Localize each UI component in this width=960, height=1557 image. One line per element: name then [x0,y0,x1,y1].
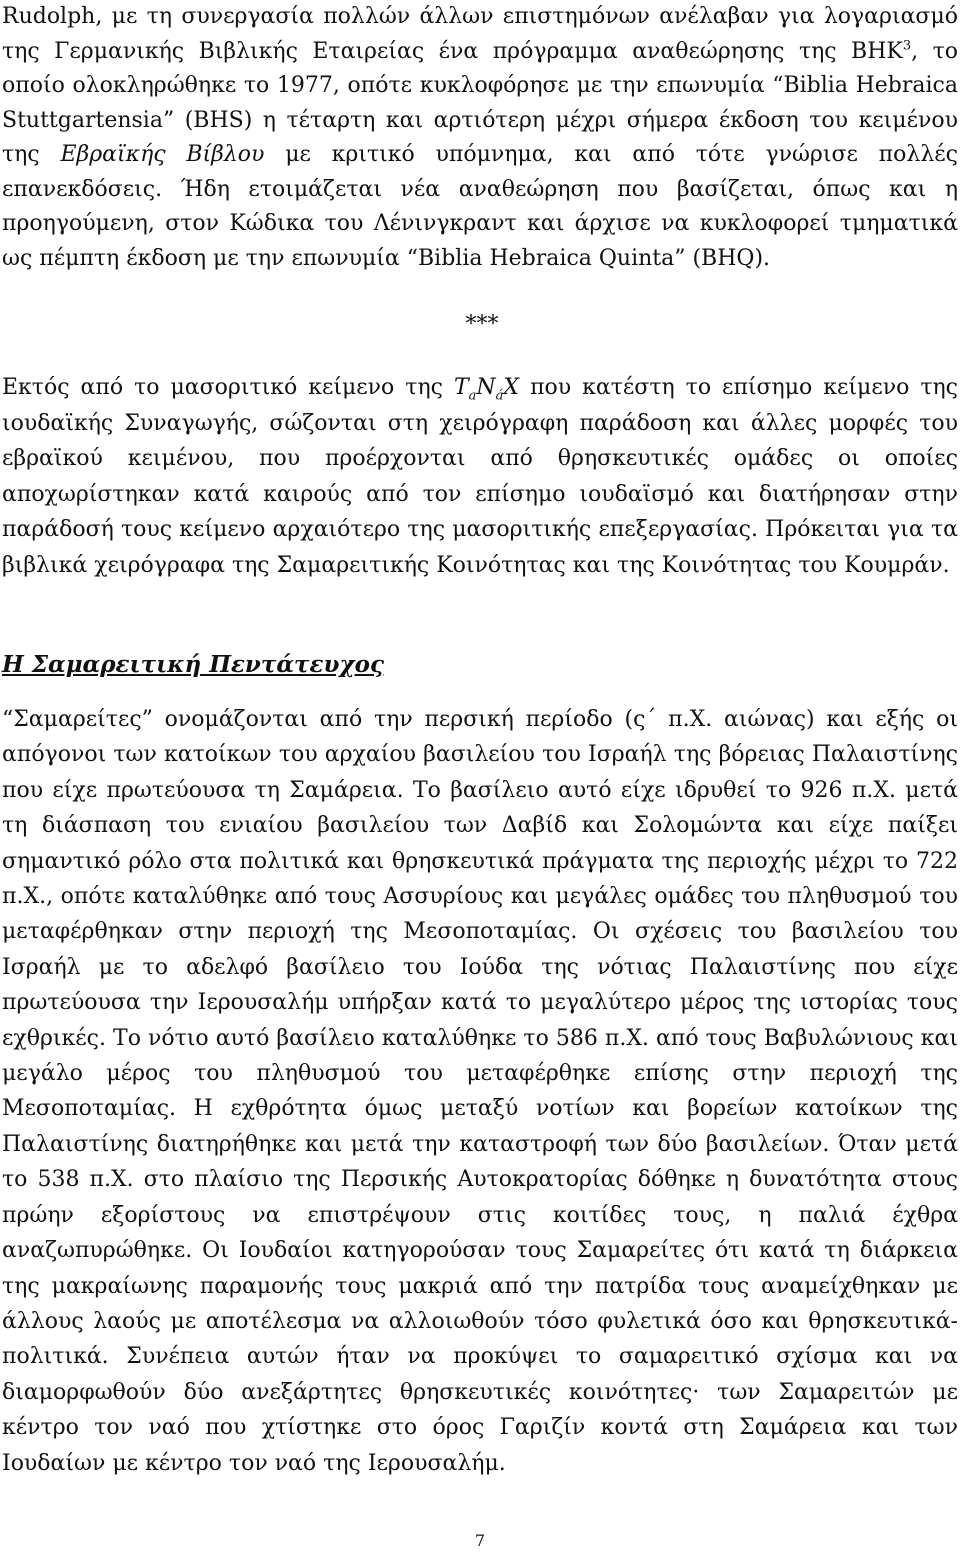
tanakh-t: T [453,375,469,400]
section-separator: *** [465,312,499,337]
footnote-ref-3: 3 [902,38,912,54]
paragraph1-text-b: , το οποίο ολοκληρώθηκε το 1977, οπότε κυκλοφόρησε με την επωνυμία “Biblia Hebraica Stuttgartensia” (BHS) η τέταρτη και αρτιότερη μέχρι σήμερα έκδοση του κειμένου της [2,38,958,167]
page-number: 7 [474,1531,486,1550]
section-heading: Η Σαμαρειτική Πεντάτευχος [2,651,384,678]
paragraph1-text-c: με κριτικό υπόμνημα, και από τότε γνώρισε πολλές επανεκδόσεις. Ήδη ετοιμάζεται νέα αναθεώρηση που βασίζεται, όπως και η προηγούμενη, στον Κώδικα του Λένινγκραντ και άρχισε να κυκλοφορεί τμηματικά ως πέμπτη έκδοση με την επωνυμία “Biblia Hebraica Quinta” (BHQ). [2,142,958,271]
paragraph-samaritans: “Σαμαρείτες” ονομάζονται από την περσική περίοδο (ς΄ π.Χ. αιώνας) και εξής οι απόγονοι των κατοίκων του αρχαίου βασιλείου του Ισραήλ της βόρειας Παλαιστίνης που είχε πρωτεύουσα τη Σαμάρεια. Το βασίλειο αυτό είχε ιδρυθεί το 926 π.Χ. μετά τη διάσπαση του ενιαίου βασιλείου των Δαβίδ και Σολομώντα και είχε παίξει σημαντικό ρόλο στα πολιτικά και θρησκευτικά πράγματα της περιοχής μέχρι το 722 π.Χ., οπότε καταλύθηκε από τους Ασσυρίους και μεγάλες ομάδες του πληθυσμού του μεταφέρθηκαν στην περιοχή της Μεσοποταμίας. Οι σχέσεις του βασιλείου του Ισραήλ με το αδελφό βασίλειο του Ιούδα της νότιας Παλαιστίνης που είχε πρωτεύουσα την Ιερουσαλήμ υπήρξαν κατά το μεγαλύτερο μέρος της ιστορίας τους εχθρικές. Το νότιο αυτό βασίλειο καταλύθηκε το 586 π.Χ. από τους Βαβυλώνιους και μεγάλο μέρος του πληθυσμού του μεταφέρθηκε επίσης στην περιοχή της Μεσοποταμίας. Η εχθρότητα όμως μεταξύ νοτίων και βορείων κατοίκων της Παλαιστίνης διατηρήθηκε και μετά την καταστροφή των δύο βασιλείων. Όταν μετά το 538 π.Χ. στο πλαίσιο της Περσικής Αυτοκρατορίας δόθηκε η δυνατότητα στους πρώην εξορίστους να επιστρέψουν στις κοιτίδες τους, η παλιά έχθρα αναζωπυρώθηκε. Οι Ιουδαίοι κατηγορούσαν τους Σαμαρείτες ότι κατά τη διάρκεια της μακραίωνης παραμονής τους μακριά από την πατρίδα τους αναμείχθηκαν με άλλους λαούς με αποτέλεσμα να αλλοιωθούν τόσο φυλετικά όσο και θρησκευτικά-πολιτικά. Συνέπεια αυτών ήταν να προκύψει το σαμαρειτικό σχίσμα και να διαμορφωθούν δύο ανεξάρτητες θρησκευτικές κοινότητες· των Σαμαρειτών με κέντρο τον ναό που χτίστηκε στο όρος Γαριζίν κοντά στη Σαμάρεια και των Ιουδαίων με κέντρο τον ναό της Ιερουσαλήμ. [2,707,958,1476]
paragraph2-text-a: Εκτός από το μασοριτικό κείμενο της [2,375,454,400]
hebrew-bible-italic: Εβραϊκής Βίβλου [60,142,265,167]
tanakh-n: N [476,375,496,400]
paragraph-masoretic-text [2,370,958,583]
paragraph1-text-a: Rudolph, με τη συνεργασία πολλών άλλων επιστημόνων ανέλαβαν για λογαριασμό της Γερμανικής Βιβλικής Εταιρείας ένα πρόγραμμα αναθεώρησης της BHK [2,4,958,64]
tanakh-x: X [503,375,520,400]
tanakh-a1: a [468,388,477,404]
tanakh-a2: á [495,388,504,404]
paragraph2-text-b: που κατέστη το επίσημο κείμενο της ιουδαϊκής Συναγωγής, σώζονται στη χειρόγραφη παράδοση και άλλες μορφές του εβραϊκού κειμένου, που προέρχονται από θρησκευτικές ομάδες οι οποίες αποχωρίστηκαν κατά καιρούς από τον επίσημο ιουδαϊσμό και διατήρησαν στην παράδοσή τους κείμενο αρχαιότερο της μασοριτικής επεξεργασίας. Πρόκειται για τα βιβλικά χειρόγραφα της Σαμαρειτικής Κοινότητας και της Κοινότητας του Κουμράν. [2,375,959,578]
paragraph-bhs-revision [2,0,958,276]
tanakh-abbreviation [453,375,520,404]
